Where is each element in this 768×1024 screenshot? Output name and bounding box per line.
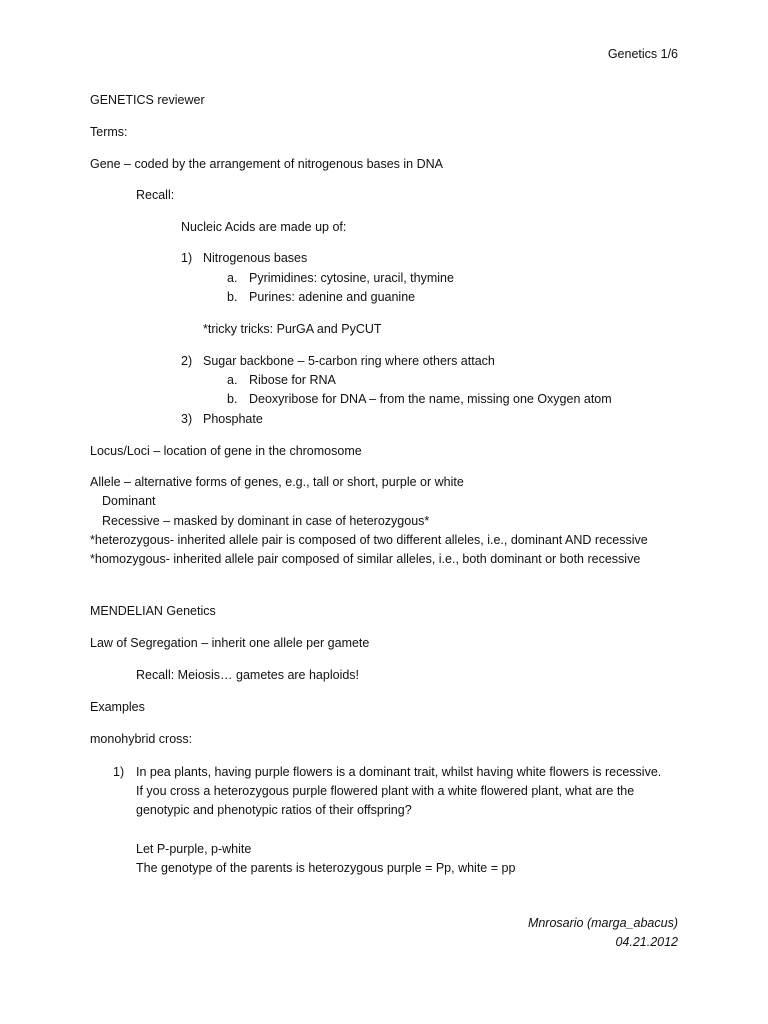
page-header: Genetics 1/6 — [607, 47, 678, 61]
monohybrid-heading: monohybrid cross: — [90, 732, 193, 746]
recall-meiosis: Recall: Meiosis… gametes are haploids! — [136, 668, 360, 682]
list-item-deoxyribose: Deoxyribose for DNA – from the name, missing one Oxygen atom — [249, 392, 612, 406]
parent-genotype: The genotype of the parents is heterozygous purple = Pp, white = pp — [136, 861, 516, 875]
list-item-ribose: Ribose for RNA — [249, 373, 336, 387]
problem-text-line: If you cross a heterozygous purple flowered plant with a white flowered plant, what are the — [136, 784, 635, 798]
author-footer: Mnrosario (marga_abacus) — [527, 916, 678, 930]
examples-heading: Examples — [90, 700, 145, 714]
list-item-sugar-backbone: Sugar backbone – 5-carbon ring where others attach — [203, 354, 495, 368]
problem-text-line: In pea plants, having purple flowers is a dominant trait, whilst having white flowers is recessive. — [136, 765, 662, 779]
terms-heading: Terms: — [90, 125, 128, 139]
recall-label: Recall: — [136, 188, 175, 202]
problem-text-line: genotypic and phenotypic ratios of their offspring? — [136, 803, 412, 817]
list-number: 2) — [181, 354, 193, 368]
list-number: 1) — [181, 251, 193, 265]
tricky-tricks-note: *tricky tricks: PurGA and PyCUT — [203, 322, 382, 336]
dominant-term: Dominant — [102, 494, 156, 508]
list-item-phosphate: Phosphate — [203, 412, 263, 426]
list-letter: a. — [227, 373, 238, 387]
mendelian-heading: MENDELIAN Genetics — [90, 604, 216, 618]
law-of-segregation: Law of Segregation – inherit one allele per gamete — [90, 636, 370, 650]
list-item-pyrimidines: Pyrimidines: cytosine, uracil, thymine — [249, 271, 454, 285]
list-letter: b. — [227, 290, 238, 304]
heterozygous-note: *heterozygous- inherited allele pair is composed of two different alleles, i.e., dominant AND recessive — [90, 533, 648, 547]
list-number: 3) — [181, 412, 193, 426]
gene-definition: Gene – coded by the arrangement of nitrogenous bases in DNA — [90, 157, 443, 171]
recessive-term: Recessive – masked by dominant in case of heterozygous* — [102, 514, 430, 528]
let-definition: Let P-purple, p-white — [136, 842, 252, 856]
list-letter: b. — [227, 392, 238, 406]
list-letter: a. — [227, 271, 238, 285]
list-item-purines: Purines: adenine and guanine — [249, 290, 416, 304]
problem-number: 1) — [113, 765, 125, 779]
allele-definition: Allele – alternative forms of genes, e.g., tall or short, purple or white — [90, 475, 464, 489]
document-title: GENETICS reviewer — [90, 93, 205, 107]
locus-definition: Locus/Loci – location of gene in the chromosome — [90, 444, 362, 458]
nucleic-acids-intro: Nucleic Acids are made up of: — [181, 220, 347, 234]
date-footer: 04.21.2012 — [615, 935, 678, 949]
list-item-nitrogenous-bases: Nitrogenous bases — [203, 251, 308, 265]
homozygous-note: *homozygous- inherited allele pair composed of similar alleles, i.e., both dominant or both recessive — [90, 552, 641, 566]
